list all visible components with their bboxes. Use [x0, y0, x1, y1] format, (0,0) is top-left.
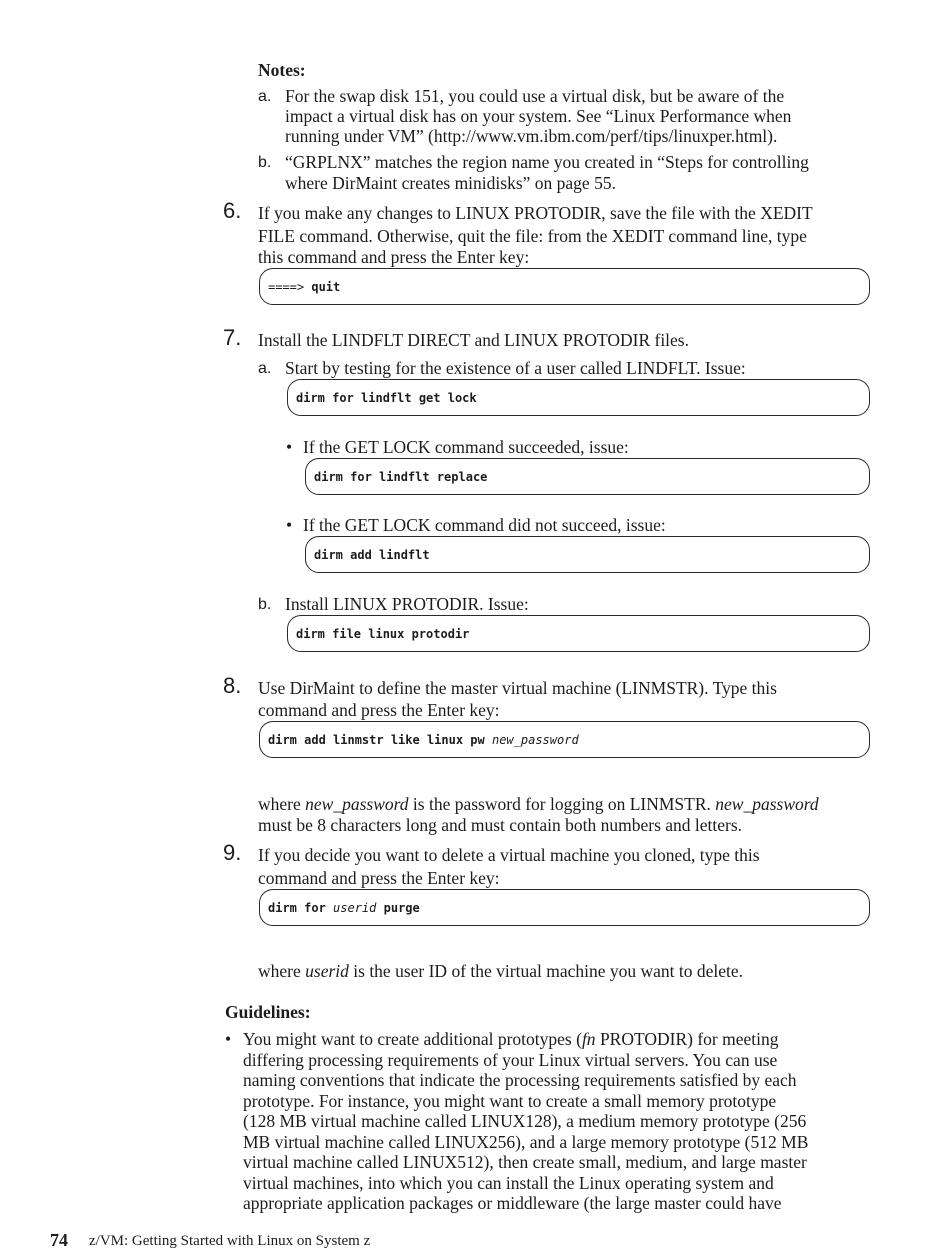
bullet-dot: •	[286, 515, 293, 535]
step-9-code-box	[259, 889, 870, 926]
step-7a-code-box	[287, 379, 870, 416]
command-text: dirm add linmstr like linux pw	[268, 733, 492, 747]
guideline-text: PROTODIR) for meeting	[595, 1029, 779, 1049]
step-9-line-2: command and press the Enter key:	[258, 868, 500, 888]
step-7-bullet-1-code-box	[305, 458, 870, 495]
where-variable: new_password	[305, 794, 409, 814]
note-a-label: a.	[258, 88, 272, 105]
guideline-text: You might want to create additional prototypes (	[243, 1029, 582, 1049]
guidelines-line-1	[243, 1029, 778, 1050]
step-6-number: 6.	[223, 198, 242, 223]
step-7a-code: dirm for lindflt get lock	[296, 391, 477, 405]
step-9-code	[268, 901, 420, 915]
step-8-number: 8.	[223, 673, 242, 698]
guidelines-line: virtual machine called LINUX512), then create small, medium, and large master	[243, 1152, 807, 1172]
command-text: quit	[311, 280, 341, 294]
step-8-where-line-1	[258, 794, 819, 815]
where-variable: new_password	[715, 794, 819, 814]
page-number: 74	[50, 1230, 68, 1250]
guidelines-line: naming conventions that indicate the processing requirements satisfied by each	[243, 1070, 797, 1090]
note-b-label: b.	[258, 154, 272, 171]
where-text: where	[258, 794, 306, 814]
step-7b-line: Install LINUX PROTODIR. Issue:	[285, 594, 529, 614]
guidelines-line: MB virtual machine called LINUX256), and a large memory prototype (512 MB	[243, 1132, 809, 1152]
command-prompt: ====>	[268, 280, 312, 294]
step-6-line-2: FILE command. Otherwise, quit the file: from the XEDIT command line, type	[258, 226, 807, 246]
step-7b-label: b.	[258, 596, 272, 613]
step-7-bullet-2-code: dirm add lindflt	[314, 548, 430, 562]
step-7a-line: Start by testing for the existence of a user called LINDFLT. Issue:	[285, 358, 746, 378]
step-6-code-box	[259, 268, 870, 305]
note-b-line-1: “GRPLNX” matches the region name you created in “Steps for controlling	[285, 152, 809, 172]
step-6-line-1: If you make any changes to LINUX PROTODIR, save the file with the XEDIT	[258, 203, 813, 223]
step-7a-label: a.	[258, 360, 272, 377]
command-variable: userid	[333, 901, 377, 915]
where-text: where	[258, 961, 306, 981]
step-7-bullet-1-code: dirm for lindflt replace	[314, 470, 488, 484]
step-8-where-line-2: must be 8 characters long and must contain both numbers and letters.	[258, 815, 743, 835]
command-text: dirm for	[268, 901, 334, 915]
step-9-where-line	[258, 961, 743, 982]
guidelines-line: appropriate application packages or middleware (the large master could have	[243, 1193, 782, 1213]
step-9-number: 9.	[223, 840, 242, 865]
bullet-dot: •	[225, 1029, 232, 1049]
book-title: z/VM: Getting Started with Linux on System z	[89, 1233, 371, 1249]
where-variable: userid	[305, 961, 349, 981]
bullet-dot: •	[286, 437, 293, 457]
command-text: purge	[376, 901, 420, 915]
step-6-line-3: this command and press the Enter key:	[258, 247, 530, 267]
note-a-line-1: For the swap disk 151, you could use a virtual disk, but be aware of the	[285, 86, 785, 106]
note-a-line-3: running under VM” (http://www.vm.ibm.com/perf/tips/linuxper.html).	[285, 126, 778, 146]
step-8-line-1: Use DirMaint to define the master virtual machine (LINMSTR). Type this	[258, 678, 777, 698]
guidelines-line: prototype. For instance, you might want to create a small memory prototype	[243, 1091, 777, 1111]
step-7b-code-box	[287, 615, 870, 652]
step-8-code	[268, 733, 579, 747]
command-variable: new_password	[491, 733, 579, 747]
step-8-code-box	[259, 721, 870, 758]
step-7-number: 7.	[223, 325, 242, 350]
guidelines-line: differing processing requirements of your Linux virtual servers. You can use	[243, 1050, 778, 1070]
where-text: is the user ID of the virtual machine you want to delete.	[348, 961, 744, 981]
step-7-bullet-2: If the GET LOCK command did not succeed, issue:	[303, 515, 666, 535]
step-8-line-2: command and press the Enter key:	[258, 700, 500, 720]
step-7-line: Install the LINDFLT DIRECT and LINUX PROTODIR files.	[258, 330, 689, 350]
note-a-line-2: impact a virtual disk has on your system. See “Linux Performance when	[285, 106, 792, 126]
guidelines-line: (128 MB virtual machine called LINUX128), a medium memory prototype (256	[243, 1111, 807, 1131]
guidelines-heading: Guidelines:	[225, 1002, 311, 1022]
guidelines-line: virtual machines, into which you can install the Linux operating system and	[243, 1173, 774, 1193]
notes-heading: Notes:	[258, 60, 306, 80]
step-6-code	[268, 280, 340, 294]
step-7b-code: dirm file linux protodir	[296, 627, 470, 641]
step-9-line-1: If you decide you want to delete a virtual machine you cloned, type this	[258, 845, 760, 865]
guideline-variable: fn	[581, 1029, 596, 1049]
step-7-bullet-2-code-box	[305, 536, 870, 573]
step-7-bullet-1: If the GET LOCK command succeeded, issue:	[303, 437, 629, 457]
note-b-line-2: where DirMaint creates minidisks” on page 55.	[285, 173, 616, 193]
where-text: is the password for logging on LINMSTR.	[408, 794, 716, 814]
